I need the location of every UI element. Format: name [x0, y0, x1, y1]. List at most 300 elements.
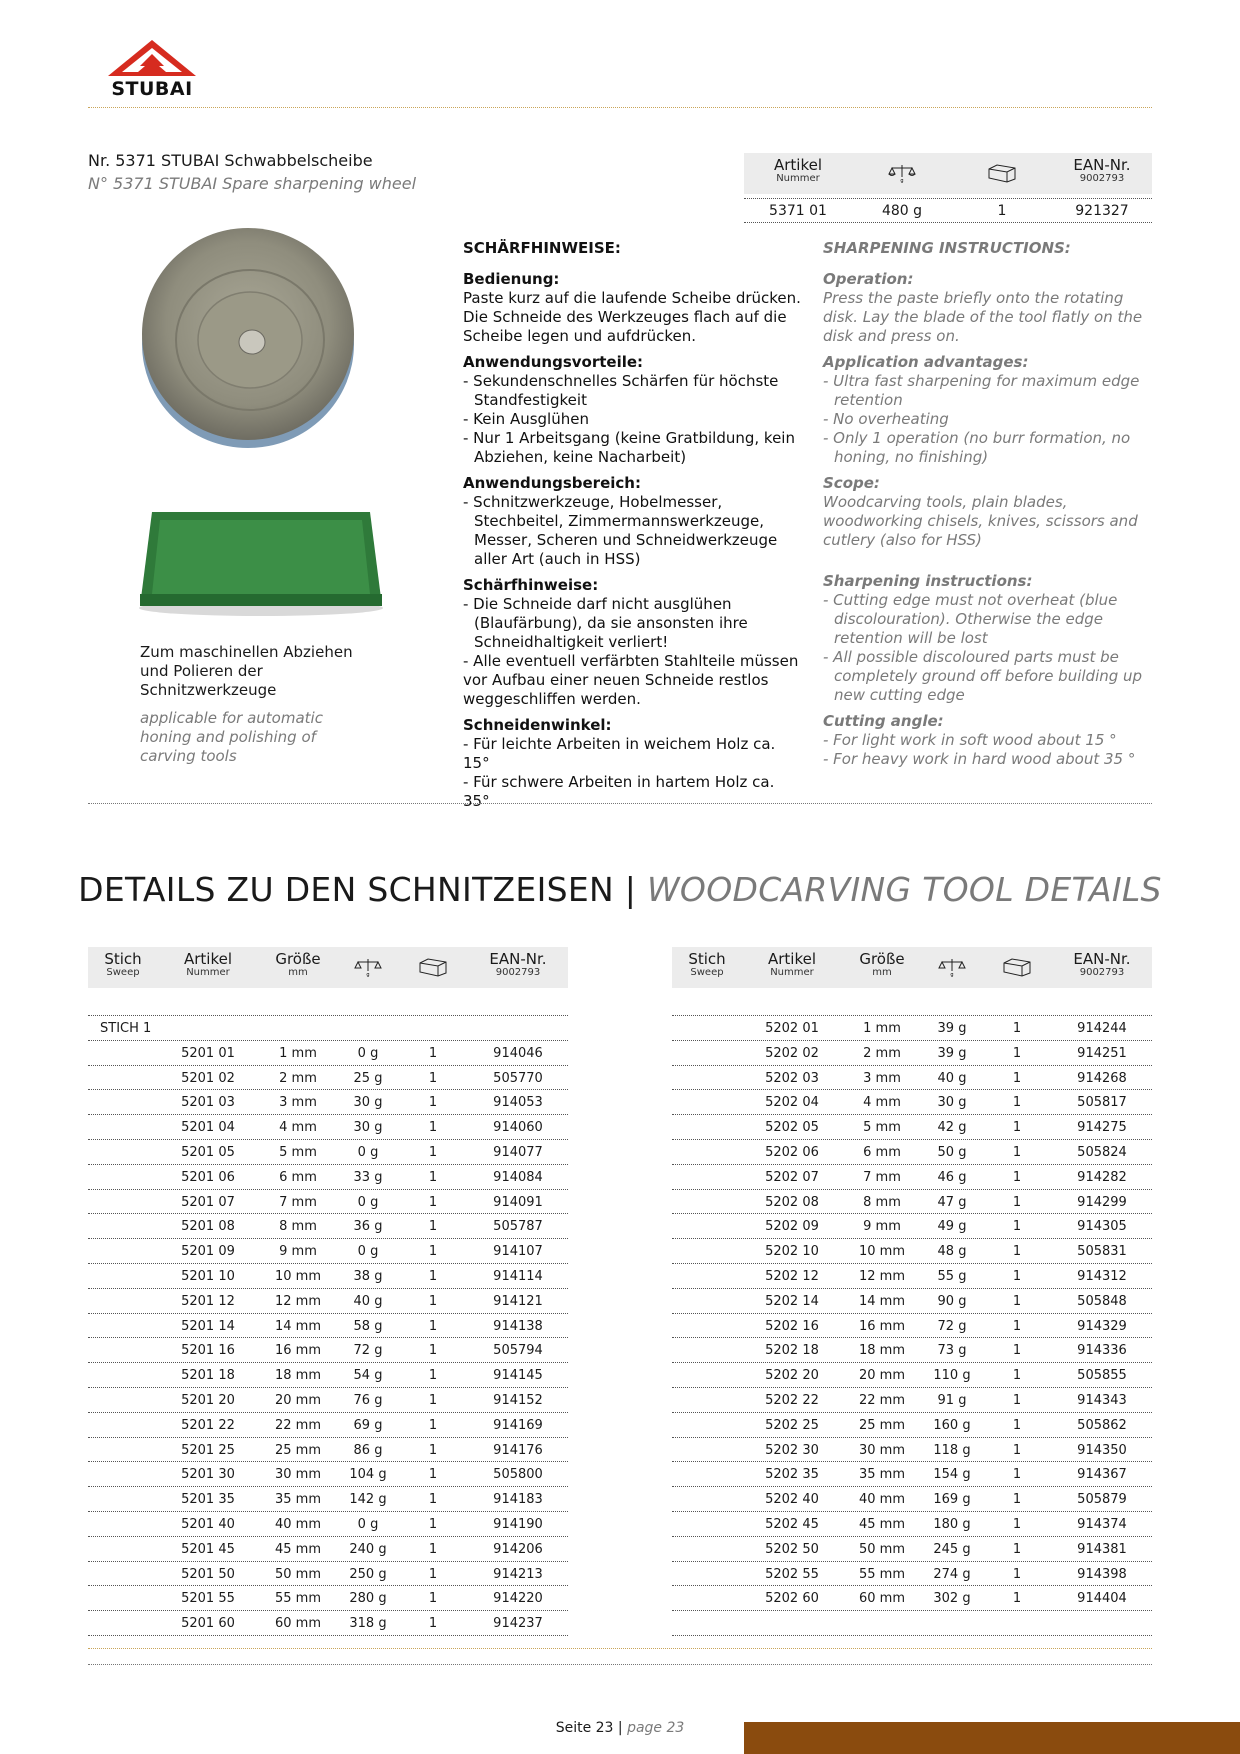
cell-ean: 914213: [493, 1566, 543, 1582]
bottom-divider-grey: [88, 1664, 1152, 1665]
cell-artikel: 5201 04: [181, 1120, 235, 1136]
text-operation-en: Press the paste briefly onto the rotating disk. Lay the blade of the tool flatly on the disk and press on.: [823, 289, 1143, 345]
section-title-en: WOODCARVING TOOL DETAILS: [647, 870, 1162, 909]
cell-pack: 1: [1012, 1244, 1022, 1260]
cell-ean: 914077: [493, 1144, 543, 1160]
cell-weight: 38 g: [353, 1268, 383, 1284]
svg-text:g: g: [900, 178, 904, 183]
list-item: - Only 1 operation (no burr formation, no honing, no finishing): [823, 429, 1131, 466]
cell-pack: 1: [997, 203, 1007, 219]
table-spacer-row: [88, 988, 568, 1016]
cell-pack: 1: [428, 1541, 438, 1557]
list-item: - All possible discoloured parts must be completely ground off before building up new cutting edge: [823, 648, 1143, 704]
cell-artikel: 5202 30: [765, 1442, 819, 1458]
cell-ean: 914084: [493, 1169, 543, 1185]
cell-ean: 505855: [1077, 1368, 1127, 1384]
cell-pack: 1: [428, 1095, 438, 1111]
table-row: [672, 1264, 1152, 1289]
cell-weight: 72 g: [937, 1318, 967, 1334]
list-item: - No overheating: [823, 410, 949, 428]
cell-pack: 1: [1012, 1219, 1022, 1235]
cell-artikel: 5202 01: [765, 1021, 819, 1036]
cell-ean: 505770: [493, 1070, 543, 1086]
table-row: [672, 1115, 1152, 1140]
cell-weight: 49 g: [937, 1219, 967, 1235]
cell-pack: 1: [428, 1318, 438, 1334]
svg-text:g: g: [366, 972, 370, 977]
cell-groesse: 8 mm: [863, 1194, 901, 1210]
cell-ean: 914275: [1077, 1120, 1127, 1136]
heading-advantages-en: Application advantages:: [823, 353, 1029, 371]
cell-groesse: 22 mm: [274, 1417, 321, 1433]
list-item: - Für schwere Arbeiten in hartem Holz ca. 35°: [463, 773, 775, 810]
cell-artikel: 5201 22: [181, 1417, 235, 1433]
cell-pack: 1: [1012, 1566, 1022, 1582]
cell-weight: 40 g: [353, 1293, 383, 1309]
cell-pack: 1: [1012, 1120, 1022, 1136]
cell-artikel: 5202 18: [765, 1343, 819, 1359]
heading-scope-en: Scope:: [823, 474, 880, 492]
table-row: [672, 1487, 1152, 1512]
cell-pack: 1: [1012, 1169, 1022, 1185]
cell-weight: 274 g: [933, 1566, 971, 1582]
table-row: [672, 1041, 1152, 1066]
list-item: - Die Schneide darf nicht ausglühen (Blaufärbung), da sie ansonsten ihre Schneidhaltigkeit verliert!: [463, 595, 748, 651]
header-ean: EAN-Nr. 9002793: [489, 950, 547, 978]
cell-ean: 505787: [493, 1219, 543, 1235]
cell-weight: 50 g: [937, 1144, 967, 1160]
cell-pack: 1: [1012, 1392, 1022, 1408]
cell-pack: 1: [1012, 1194, 1022, 1210]
table-row: [88, 1363, 568, 1388]
cell-weight: 73 g: [937, 1343, 967, 1359]
cell-weight: 33 g: [353, 1169, 383, 1185]
cell-weight: 118 g: [933, 1442, 971, 1458]
svg-text:g: g: [950, 972, 954, 977]
cell-ean: 914176: [493, 1442, 543, 1458]
cell-groesse: 55 mm: [274, 1591, 321, 1607]
table-row: [88, 1338, 568, 1363]
list-item: - Alle eventuell verfärbten Stahlteile müssen vor Aufbau einer neuen Schneide restlos weggeschliffen werden.: [463, 652, 799, 708]
cell-weight: 54 g: [353, 1368, 383, 1384]
table-row: [88, 1512, 568, 1537]
cell-ean: 914251: [1077, 1045, 1127, 1061]
cell-artikel: 5202 10: [765, 1244, 819, 1260]
cell-ean: 914046: [493, 1045, 543, 1061]
cell-pack: 1: [428, 1244, 438, 1260]
product-spec-table: [744, 153, 1152, 223]
product-title-en: N° 5371 STUBAI Spare sharpening wheel: [88, 174, 417, 193]
cell-ean: 914374: [1077, 1516, 1127, 1532]
cell-weight: 160 g: [933, 1417, 971, 1433]
cell-artikel: 5202 12: [765, 1268, 819, 1284]
logo-mountain-icon: [102, 38, 202, 78]
table-row: [672, 1239, 1152, 1264]
cell-pack: 1: [1012, 1541, 1022, 1557]
cell-artikel: 5201 35: [181, 1492, 235, 1508]
table-row: [88, 1140, 568, 1165]
cell-weight: 42 g: [937, 1120, 967, 1136]
cell-ean: 914312: [1077, 1268, 1127, 1284]
spec-table-row: [744, 198, 1152, 223]
cell-artikel: 5202 14: [765, 1293, 819, 1309]
cell-artikel: 5201 09: [181, 1244, 235, 1260]
cell-groesse: 18 mm: [274, 1368, 321, 1384]
cell-pack: 1: [1012, 1467, 1022, 1483]
cell-groesse: 45 mm: [274, 1541, 321, 1557]
cell-artikel: 5202 02: [765, 1045, 819, 1061]
cell-groesse: 55 mm: [858, 1566, 905, 1582]
table-row: [88, 1115, 568, 1140]
table-row: [88, 1487, 568, 1512]
cell-ean: 914114: [493, 1268, 543, 1284]
header-stich: Stich Sweep: [104, 950, 142, 978]
cell-weight: 30 g: [937, 1095, 967, 1111]
cell-groesse: 25 mm: [858, 1417, 905, 1433]
cell-pack: 1: [1012, 1045, 1022, 1061]
cell-ean: 914343: [1077, 1392, 1127, 1408]
header-divider: [88, 107, 1152, 108]
cell-pack: 1: [428, 1194, 438, 1210]
cell-weight: 39 g: [937, 1045, 967, 1061]
cell-weight: 318 g: [349, 1616, 387, 1632]
image-caption-de: Zum maschinellen Abziehen und Polieren der Schnitzwerkzeuge: [140, 643, 353, 699]
cell-ean: 914169: [493, 1417, 543, 1433]
list-item: - Sekundenschnelles Schärfen für höchste Standfestigkeit: [463, 372, 779, 409]
cell-artikel: 5201 03: [181, 1095, 235, 1111]
instructions-title-de: SCHÄRFHINWEISE:: [463, 239, 621, 257]
heading-angle-en: Cutting angle:: [823, 712, 944, 730]
cell-groesse: 1 mm: [863, 1021, 901, 1036]
cell-groesse: 14 mm: [858, 1293, 905, 1309]
cell-weight: 72 g: [353, 1343, 383, 1359]
cell-pack: 1: [428, 1616, 438, 1632]
cell-groesse: 16 mm: [858, 1318, 905, 1334]
text-operation-de: Paste kurz auf die laufende Scheibe drücken. Die Schneide des Werkzeuges flach auf die Scheibe legen und aufdrücken.: [463, 289, 801, 345]
cell-ean: 921327: [1075, 203, 1129, 219]
cell-groesse: 12 mm: [274, 1293, 321, 1309]
header-groesse: Größe mm: [859, 950, 905, 978]
cell-ean: 914152: [493, 1392, 543, 1408]
logo-text: STUBAI: [111, 78, 193, 100]
cell-groesse: 2 mm: [863, 1045, 901, 1061]
tool-table-left: [88, 947, 568, 1636]
table-row: [88, 1586, 568, 1611]
cell-groesse: 7 mm: [279, 1194, 317, 1210]
cell-groesse: 30 mm: [274, 1467, 321, 1483]
cell-weight: 104 g: [349, 1467, 387, 1483]
cell-pack: 1: [428, 1591, 438, 1607]
heading-sharpening-de: Schärfhinweise:: [463, 576, 599, 594]
table-row: [672, 1165, 1152, 1190]
cell-weight: 0 g: [357, 1144, 379, 1160]
cell-pack: 1: [1012, 1268, 1022, 1284]
cell-pack: 1: [1012, 1442, 1022, 1458]
cell-pack: 1: [1012, 1368, 1022, 1384]
cell-pack: 1: [1012, 1318, 1022, 1334]
table-group-row: [88, 1016, 568, 1041]
stubai-logo: [102, 38, 202, 98]
cell-groesse: 6 mm: [279, 1169, 317, 1185]
cell-ean: 914190: [493, 1516, 543, 1532]
table-row: [672, 1438, 1152, 1463]
cell-weight: 69 g: [353, 1417, 383, 1433]
table-row: [672, 1586, 1152, 1611]
cell-groesse: 9 mm: [863, 1219, 901, 1235]
cell-groesse: 10 mm: [858, 1244, 905, 1260]
cell-pack: 1: [428, 1392, 438, 1408]
table-row: [672, 1512, 1152, 1537]
cell-groesse: 40 mm: [858, 1492, 905, 1508]
cell-artikel: 5202 60: [765, 1591, 819, 1607]
cell-weight: 46 g: [937, 1169, 967, 1185]
tool-table-header: [672, 947, 1152, 988]
header-ean: EAN-Nr. 9002793: [1073, 156, 1131, 184]
cell-groesse: 20 mm: [858, 1368, 905, 1384]
header-ean: EAN-Nr. 9002793: [1073, 950, 1131, 978]
cell-artikel: 5201 01: [181, 1045, 235, 1061]
cell-ean: 914329: [1077, 1318, 1127, 1334]
cell-ean: 914183: [493, 1492, 543, 1508]
heading-sharpening-en: Sharpening instructions:: [823, 572, 1033, 590]
cell-artikel: 5201 02: [181, 1070, 235, 1086]
scale-icon: [338, 957, 398, 977]
cell-ean: 914060: [493, 1120, 543, 1136]
cell-ean: 914398: [1077, 1566, 1127, 1582]
scale-icon: [922, 957, 982, 977]
cell-pack: 1: [428, 1219, 438, 1235]
cell-weight: 48 g: [937, 1244, 967, 1260]
cell-ean: 914107: [493, 1244, 543, 1260]
cell-weight: 76 g: [353, 1392, 383, 1408]
cell-weight: 280 g: [349, 1591, 387, 1607]
cell-pack: 1: [428, 1268, 438, 1284]
cell-ean: 505862: [1077, 1417, 1127, 1433]
cell-groesse: 3 mm: [863, 1070, 901, 1086]
cell-pack: 1: [1012, 1095, 1022, 1111]
cell-ean: 505831: [1077, 1244, 1127, 1260]
list-item: - Schnitzwerkzeuge, Hobelmesser, Stechbeitel, Zimmermannswerkzeuge, Messer, Scheren und Schneidwerkzeuge aller Art (auch in HSS): [463, 493, 778, 568]
table-empty-row: [672, 1611, 1152, 1636]
table-row: [672, 1338, 1152, 1363]
cell-weight: 142 g: [349, 1492, 387, 1508]
cell-artikel: 5371 01: [769, 203, 827, 219]
header-artikel: Artikel Nummer: [183, 950, 233, 978]
cell-groesse: 2 mm: [279, 1070, 317, 1086]
table-row: [88, 1066, 568, 1091]
cell-ean: 914299: [1077, 1194, 1127, 1210]
cell-artikel: 5201 50: [181, 1566, 235, 1582]
table-row: [672, 1388, 1152, 1413]
header-artikel: Artikel Nummer: [767, 950, 817, 978]
section-divider: [88, 803, 1152, 804]
cell-groesse: 45 mm: [858, 1516, 905, 1532]
cell-weight: 0 g: [357, 1194, 379, 1210]
page-number-en: page 23: [627, 1720, 685, 1736]
cell-artikel: 5201 10: [181, 1268, 235, 1284]
cell-groesse: 12 mm: [858, 1268, 905, 1284]
page-number-separator: |: [613, 1720, 628, 1736]
heading-scope-de: Anwendungsbereich:: [463, 474, 641, 492]
cell-pack: 1: [1012, 1417, 1022, 1433]
cell-artikel: 5202 07: [765, 1169, 819, 1185]
cell-artikel: 5201 18: [181, 1368, 235, 1384]
cell-ean: 914138: [493, 1318, 543, 1334]
cell-groesse: 6 mm: [863, 1144, 901, 1160]
cell-pack: 1: [428, 1566, 438, 1582]
cell-pack: 1: [428, 1045, 438, 1061]
list-item: Woodcarving tools, plain blades, woodworking chisels, knives, scissors and cutlery (also for HSS): [823, 493, 1138, 549]
cell-pack: 1: [1012, 1516, 1022, 1532]
cell-artikel: 5202 50: [765, 1541, 819, 1557]
product-title-de: Nr. 5371 STUBAI Schwabbelscheibe: [88, 151, 373, 170]
cell-pack: 1: [1012, 1293, 1022, 1309]
cell-weight: 480 g: [881, 203, 923, 219]
table-row: [88, 1438, 568, 1463]
cell-groesse: 50 mm: [858, 1541, 905, 1557]
header-artikel: Artikel Nummer: [773, 156, 823, 184]
cell-pack: 1: [428, 1070, 438, 1086]
table-spacer-row: [672, 988, 1152, 1016]
cell-ean: 914091: [493, 1194, 543, 1210]
section-title: [0, 870, 1240, 909]
spec-table-header: [744, 153, 1152, 194]
cell-artikel: 5202 09: [765, 1219, 819, 1235]
cell-weight: 36 g: [353, 1219, 383, 1235]
cell-weight: 250 g: [349, 1566, 387, 1582]
cell-artikel: 5202 22: [765, 1392, 819, 1408]
table-row: [88, 1314, 568, 1339]
cell-artikel: 5202 05: [765, 1120, 819, 1136]
table-row: [88, 1462, 568, 1487]
table-row: [88, 1388, 568, 1413]
tool-table-right: [672, 947, 1152, 1636]
list-item: - Für leichte Arbeiten in weichem Holz ca. 15°: [463, 735, 776, 772]
cell-artikel: 5202 25: [765, 1417, 819, 1433]
table-row: [672, 1314, 1152, 1339]
table-row: [672, 1562, 1152, 1587]
table-row: [672, 1289, 1152, 1314]
cell-pack: 1: [428, 1169, 438, 1185]
cell-weight: 245 g: [933, 1541, 971, 1557]
cell-artikel: 5202 06: [765, 1144, 819, 1160]
cell-groesse: 5 mm: [279, 1144, 317, 1160]
cell-weight: 30 g: [353, 1120, 383, 1136]
cell-pack: 1: [428, 1516, 438, 1532]
cell-ean: 914220: [493, 1591, 543, 1607]
cell-pack: 1: [1012, 1343, 1022, 1359]
cell-pack: 1: [428, 1368, 438, 1384]
cell-artikel: 5201 45: [181, 1541, 235, 1557]
cell-groesse: 30 mm: [858, 1442, 905, 1458]
cell-ean: 914282: [1077, 1169, 1127, 1185]
cell-artikel: 5201 08: [181, 1219, 235, 1235]
cell-pack: 1: [428, 1293, 438, 1309]
table-row: [88, 1214, 568, 1239]
cell-ean: 505879: [1077, 1492, 1127, 1508]
tool-table-header: [88, 947, 568, 988]
cell-ean: 914367: [1077, 1467, 1127, 1483]
cell-ean: 914244: [1077, 1021, 1127, 1036]
table-row: [672, 1190, 1152, 1215]
cell-pack: 1: [1012, 1492, 1022, 1508]
cell-groesse: 14 mm: [274, 1318, 321, 1334]
cell-artikel: 5201 05: [181, 1144, 235, 1160]
box-icon: [952, 163, 1052, 183]
heading-operation-en: Operation:: [823, 270, 914, 288]
list-item: - Kein Ausglühen: [463, 410, 589, 428]
cell-artikel: 5201 25: [181, 1442, 235, 1458]
heading-angle-de: Schneidenwinkel:: [463, 716, 612, 734]
cell-ean: 914206: [493, 1541, 543, 1557]
cell-groesse: 40 mm: [274, 1516, 321, 1532]
cell-artikel: 5202 08: [765, 1194, 819, 1210]
table-row: [672, 1413, 1152, 1438]
buffing-wheel-image: [138, 216, 358, 452]
cell-ean: 914268: [1077, 1070, 1127, 1086]
list-item: - For heavy work in hard wood about 35 °: [823, 750, 1136, 768]
section-title-de: DETAILS ZU DEN SCHNITZEISEN |: [78, 870, 647, 909]
cell-artikel: 5202 45: [765, 1516, 819, 1532]
table-row: [88, 1165, 568, 1190]
cell-groesse: 9 mm: [279, 1244, 317, 1260]
cell-weight: 0 g: [357, 1045, 379, 1061]
cell-weight: 58 g: [353, 1318, 383, 1334]
cell-groesse: 60 mm: [274, 1616, 321, 1632]
cell-ean: 914145: [493, 1368, 543, 1384]
cell-groesse: 4 mm: [863, 1095, 901, 1111]
cell-groesse: 60 mm: [858, 1591, 905, 1607]
cell-weight: 39 g: [937, 1021, 967, 1036]
cell-ean: 914381: [1077, 1541, 1127, 1557]
cell-groesse: 35 mm: [274, 1492, 321, 1508]
cell-pack: 1: [428, 1343, 438, 1359]
cell-weight: 302 g: [933, 1591, 971, 1607]
table-row: [88, 1239, 568, 1264]
cell-ean: 505817: [1077, 1095, 1127, 1111]
table-row: [88, 1289, 568, 1314]
cell-artikel: 5201 60: [181, 1616, 235, 1632]
scale-icon: [852, 163, 952, 183]
cell-artikel: 5202 04: [765, 1095, 819, 1111]
cell-pack: 1: [428, 1144, 438, 1160]
list-item: - For light work in soft wood about 15 °: [823, 731, 1117, 749]
cell-groesse: 5 mm: [863, 1120, 901, 1136]
cell-artikel: 5202 35: [765, 1467, 819, 1483]
cell-artikel: 5201 06: [181, 1169, 235, 1185]
cell-ean: 914053: [493, 1095, 543, 1111]
cell-artikel: 5201 14: [181, 1318, 235, 1334]
heading-advantages-de: Anwendungsvorteile:: [463, 353, 644, 371]
cell-pack: 1: [1012, 1070, 1022, 1086]
table-row: [88, 1190, 568, 1215]
instructions-en: [823, 239, 1163, 776]
cell-pack: 1: [1012, 1144, 1022, 1160]
cell-artikel: 5201 55: [181, 1591, 235, 1607]
cell-ean: 914121: [493, 1293, 543, 1309]
cell-ean: 914350: [1077, 1442, 1127, 1458]
cell-weight: 169 g: [933, 1492, 971, 1508]
cell-weight: 40 g: [937, 1070, 967, 1086]
cell-groesse: 7 mm: [863, 1169, 901, 1185]
cell-artikel: 5201 30: [181, 1467, 235, 1483]
cell-weight: 0 g: [357, 1516, 379, 1532]
cell-artikel: 5201 07: [181, 1194, 235, 1210]
cell-weight: 25 g: [353, 1070, 383, 1086]
cell-ean: 505824: [1077, 1144, 1127, 1160]
cell-pack: 1: [428, 1492, 438, 1508]
cell-pack: 1: [428, 1120, 438, 1136]
